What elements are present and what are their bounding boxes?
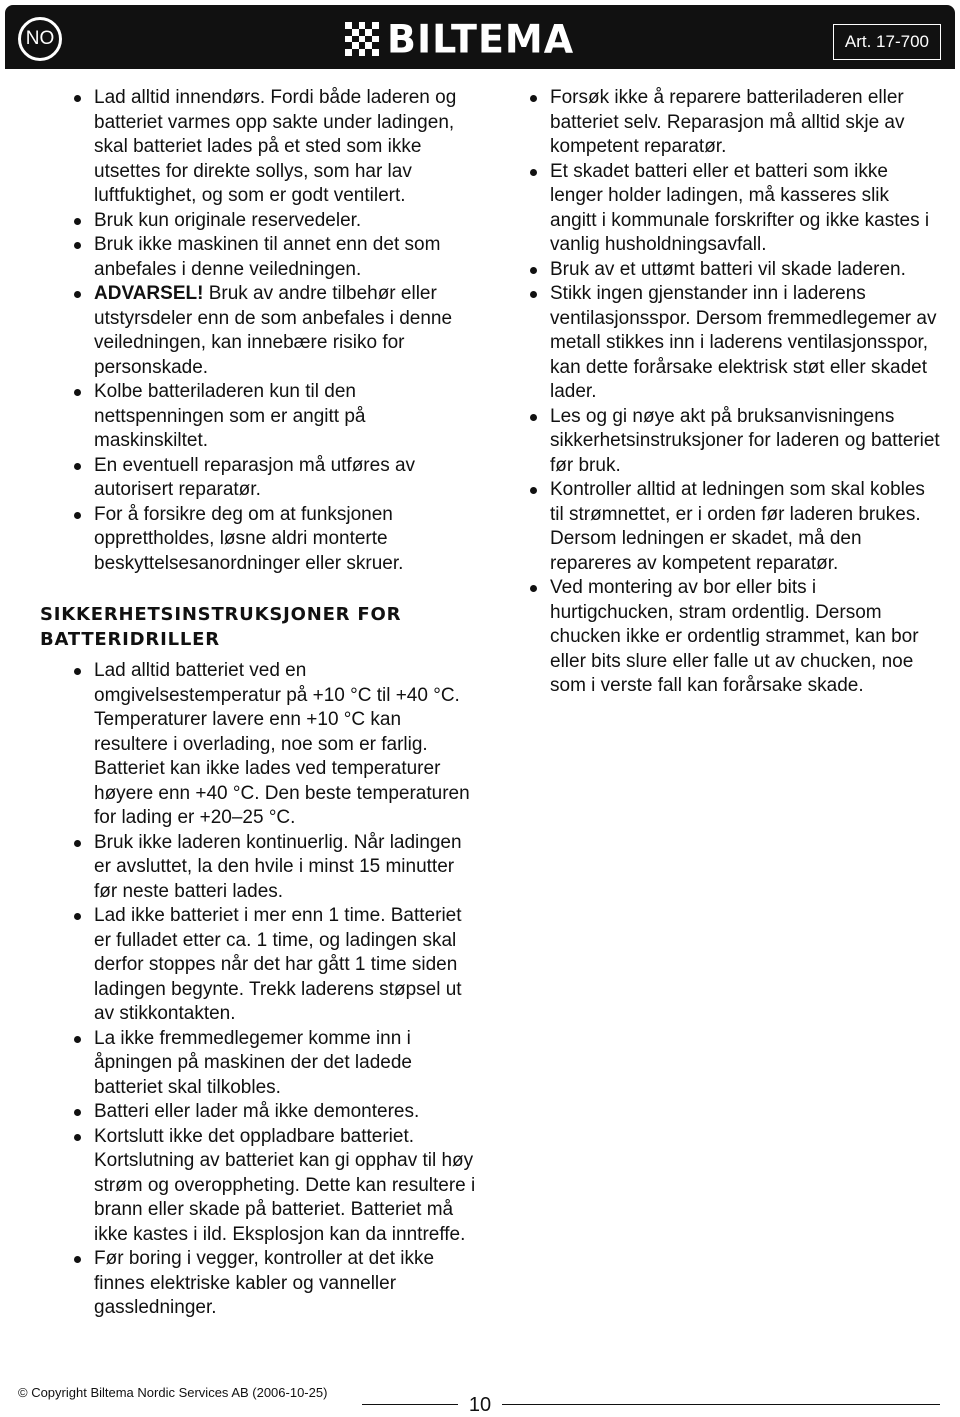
list-item: Et skadet batteri eller et batteri som ikke lenger holder ladingen, må kasseres slik angitt i kommunale forskrifter og ikke kastes i vanlig husholdningsavfall. — [520, 160, 940, 258]
warning-text: Bruk av andre tilbehør eller utstyrsdeler enn de som anbefales i denne veiledningen, kan innebære risiko for personskade. — [94, 283, 453, 378]
list-item: Lad alltid batteriet ved en omgivelsestemperatur på +10 °C til +40 °C. Temperaturer lavere enn +10 °C kan resultere i overlading, noe som er farlig. Batteriet kan ikke lades ved temperaturer høyere enn +40 °C. Den beste temperaturen for lading er +20–25 °C. — [40, 659, 480, 831]
warning-label: ADVARSEL! — [94, 283, 204, 304]
list-item: La ikke fremmedlegemer komme inn i åpningen på maskinen der det ladede batteriet skal tilkobles. — [40, 1027, 480, 1101]
language-badge: NO — [18, 17, 62, 61]
list-item: Bruk ikke maskinen til annet enn det som anbefales i denne veiledningen. — [40, 233, 480, 282]
safety-list-battery-drills — [40, 659, 480, 1321]
copyright: © Copyright Biltema Nordic Services AB (2006-10-25) — [18, 1385, 328, 1400]
list-item: Før boring i vegger, kontroller at det ikke finnes elektriske kabler og vanneller gassledninger. — [40, 1247, 480, 1321]
list-item: Batteri eller lader må ikke demonteres. — [40, 1100, 480, 1125]
list-item: Ved montering av bor eller bits i hurtigchucken, stram ordentlig. Dersom chucken ikke er ordentlig strammet, kan bor eller bits slure eller falle ut av chucken, noe som i verste fall kan forårsake skade. — [520, 576, 940, 699]
safety-list-charger — [520, 86, 940, 699]
logo-text: BILTEMA — [387, 16, 575, 62]
list-item: Bruk av et uttømt batteri vil skade laderen. — [520, 258, 940, 283]
list-item: Bruk kun originale reservedeler. — [40, 209, 480, 234]
list-item: Kortslutt ikke det oppladbare batteriet. Kortslutning av batteriet kan gi opphav til høy strøm og overoppheting. Dette kan resultere i brann eller skade på batteriet. Batteriet må ikke kastes i ild. Eksplosjon kan da inntreffe. — [40, 1125, 480, 1248]
article-number: Art. 17-700 — [833, 24, 941, 60]
checkered-flag-icon — [345, 22, 379, 56]
list-item: Bruk ikke laderen kontinuerlig. Når ladingen er avsluttet, la den hvile i minst 15 minutter før neste batteri lades. — [40, 831, 480, 905]
safety-list-general — [40, 86, 480, 576]
list-item: For å forsikre deg om at funksjonen opprettholdes, løsne aldri monterte beskyttelsesanordninger eller skruer. — [40, 503, 480, 577]
list-item: En eventuell reparasjon må utføres av autorisert reparatør. — [40, 454, 480, 503]
section-title: SIKKERHETSINSTRUKSJONER FOR BATTERIDRILLER — [40, 604, 402, 650]
list-item: Forsøk ikke å reparere batteriladeren eller batteriet selv. Reparasjon må alltid skje av kompetent reparatør. — [520, 86, 940, 160]
left-column — [40, 86, 480, 1321]
page-number: 10 — [468, 1394, 492, 1416]
biltema-logo — [345, 16, 575, 62]
footer-rule-left — [362, 1404, 458, 1405]
right-column — [520, 86, 940, 699]
list-item: Lad ikke batteriet i mer enn 1 time. Batteriet er fulladet etter ca. 1 time, og ladingen skal derfor stoppes når det har gått 1 time siden ladingen begynte. Trekk laderens støpsel ut av stikkontakten. — [40, 904, 480, 1027]
header-bar — [5, 5, 955, 69]
list-item: Kontroller alltid at ledningen som skal kobles til strømnettet, er i orden før laderen brukes. Dersom ledningen er skadet, må den repareres av kompetent reparatør. — [520, 478, 940, 576]
list-item: Les og gi nøye akt på bruksanvisningens sikkerhetsinstruksjoner for laderen og batteriet før bruk. — [520, 405, 940, 479]
list-item: Kolbe batteriladeren kun til den nettspenningen som er angitt på maskinskiltet. — [40, 380, 480, 454]
list-item-warning — [40, 282, 480, 380]
list-item: Lad alltid innendørs. Fordi både laderen og batteriet varmes opp sakte under ladingen, skal batteriet lades på et sted som ikke utsettes for direkte sollys, som har lav luftfuktighet, og som er godt ventilert. — [40, 86, 480, 209]
list-item: Stikk ingen gjenstander inn i laderens ventilasjonsspor. Dersom fremmedlegemer av metall stikkes inn i laderens ventilasjonsspor, kan dette forårsake elektrisk støt eller skadet lader. — [520, 282, 940, 405]
footer-rule-right — [502, 1404, 940, 1405]
